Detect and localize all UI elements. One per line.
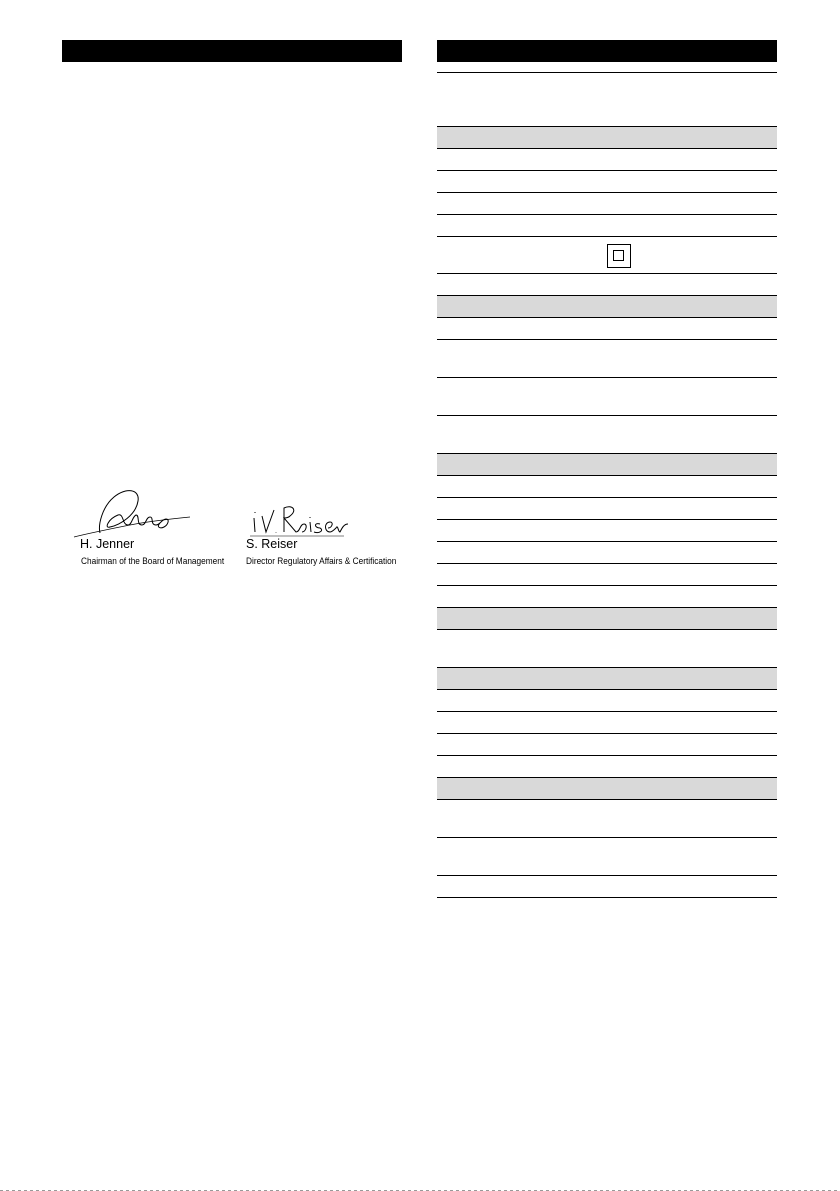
signatory-name: H. Jenner: [80, 537, 135, 551]
signatory-name: S. Reiser: [246, 537, 298, 551]
table-section-header: [437, 126, 777, 149]
table-rule: [437, 837, 777, 838]
table-rule: [437, 72, 777, 73]
technical-data-table: [437, 62, 777, 902]
signature-block-jenner: [62, 480, 232, 575]
table-section-header: [437, 453, 777, 476]
table-rule: [437, 192, 777, 193]
protection-class-ii-icon: [607, 244, 631, 268]
handwritten-signature-jenner: [70, 485, 200, 545]
signatory-role: Director Regulatory Affairs & Certification: [246, 556, 397, 566]
table-rule: [437, 236, 777, 237]
table-rule: [437, 519, 777, 520]
table-rule: [437, 755, 777, 756]
table-rule: [437, 875, 777, 876]
table-section-header: [437, 295, 777, 318]
table-rule: [437, 585, 777, 586]
table-rule: [437, 897, 777, 898]
table-rule: [437, 497, 777, 498]
table-rule: [437, 733, 777, 734]
table-section-header: [437, 667, 777, 690]
table-rule: [437, 563, 777, 564]
table-rule: [437, 541, 777, 542]
table-rule: [437, 170, 777, 171]
right-section-header-bar: [437, 40, 777, 62]
table-rule: [437, 214, 777, 215]
table-rule: [437, 415, 777, 416]
table-section-header: [437, 607, 777, 630]
table-rule: [437, 339, 777, 340]
table-rule: [437, 377, 777, 378]
table-rule: [437, 273, 777, 274]
table-section-header: [437, 777, 777, 800]
left-section-header-bar: [62, 40, 402, 62]
table-rule: [437, 711, 777, 712]
signature-block-reiser: [240, 480, 410, 575]
signatory-role: Chairman of the Board of Management: [81, 556, 225, 566]
